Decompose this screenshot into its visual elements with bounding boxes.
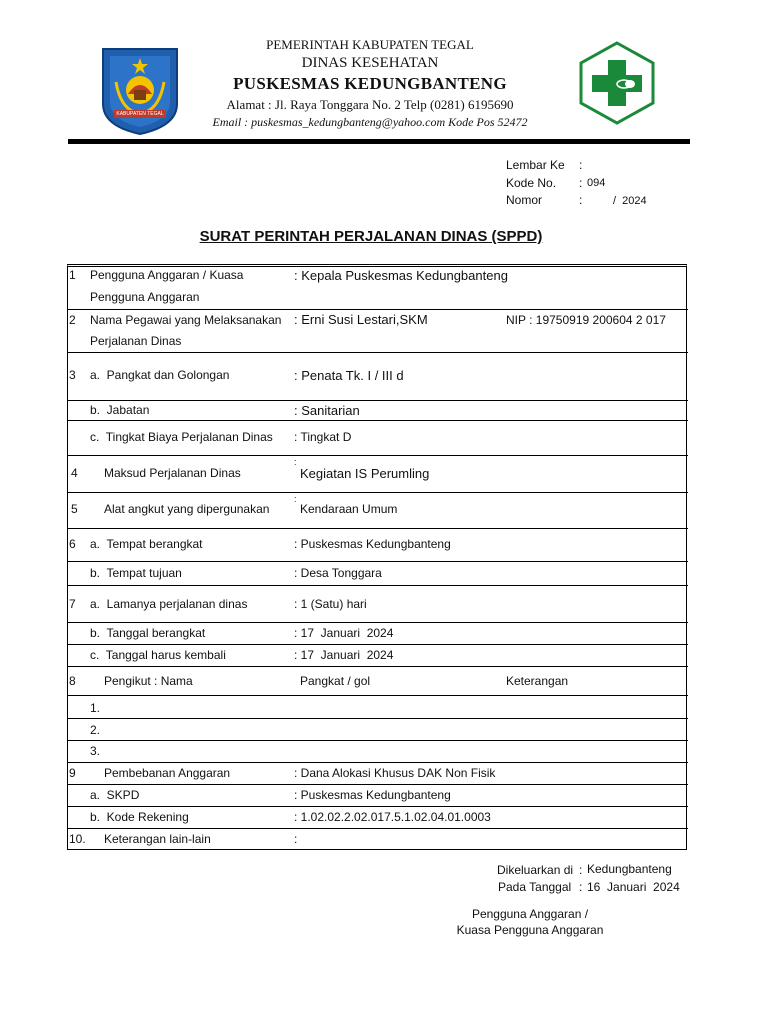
document-title: SURAT PERINTAH PERJALANAN DINAS (SPPD) bbox=[199, 228, 543, 245]
row-number: 10. bbox=[69, 832, 86, 846]
list-item: 2. bbox=[90, 723, 101, 737]
field-value: : Erni Susi Lestari,SKM bbox=[294, 312, 428, 327]
signature-title-line2: Kuasa Pengguna Anggaran bbox=[456, 923, 604, 937]
lembar-sep: : bbox=[579, 158, 583, 172]
field-value: : Sanitarian bbox=[294, 403, 360, 418]
kode-label: Kode No. bbox=[506, 176, 557, 190]
field-value: Kendaraan Umum bbox=[300, 502, 398, 516]
row-divider bbox=[67, 644, 688, 645]
tanggal-value: 16 Januari 2024 bbox=[587, 880, 680, 894]
field-value: : Desa Tonggara bbox=[294, 566, 382, 580]
field-value: : Dana Alokasi Khusus DAK Non Fisik bbox=[294, 766, 496, 780]
row-divider bbox=[67, 762, 688, 763]
nomor-label: Nomor bbox=[506, 193, 543, 207]
field-value: : 17 Januari 2024 bbox=[294, 626, 394, 640]
row-divider bbox=[67, 695, 688, 696]
field-label: b. Jabatan bbox=[90, 403, 150, 417]
row-divider bbox=[67, 420, 688, 421]
row-divider bbox=[67, 718, 688, 719]
puskesmas-logo bbox=[572, 38, 662, 128]
field-value: : 17 Januari 2024 bbox=[294, 648, 394, 662]
field-label: Pengikut : Nama bbox=[104, 674, 193, 688]
tanggal-sep: : bbox=[579, 880, 583, 894]
field-label: Nama Pegawai yang Melaksanakan bbox=[90, 313, 282, 327]
signature-title-line1: Pengguna Anggaran / bbox=[471, 907, 589, 921]
row-number: 1 bbox=[69, 268, 76, 282]
row-divider bbox=[67, 784, 688, 785]
row-divider bbox=[67, 740, 688, 741]
field-value: : 1.02.02.2.02.017.5.1.02.04.01.0003 bbox=[294, 810, 491, 824]
field-label: b. Tempat tujuan bbox=[90, 566, 182, 580]
row-divider bbox=[67, 352, 688, 353]
row-divider bbox=[67, 622, 688, 623]
lembar-label: Lembar Ke bbox=[506, 158, 565, 172]
field-label: a. SKPD bbox=[90, 788, 140, 802]
kabupaten-tegal-logo bbox=[100, 46, 180, 136]
kode-sep: : bbox=[579, 176, 583, 190]
field-value: : Kepala Puskesmas Kedungbanteng bbox=[294, 268, 508, 283]
nip-value: NIP : 19750919 200604 2 017 bbox=[506, 313, 666, 327]
header-line-pemerintah: PEMERINTAH KABUPATEN TEGAL bbox=[266, 37, 474, 52]
field-label: Perjalanan Dinas bbox=[90, 334, 182, 348]
row-divider bbox=[67, 828, 688, 829]
field-label: b. Kode Rekening bbox=[90, 810, 189, 824]
dikeluarkan-value: Kedungbanteng bbox=[587, 862, 672, 876]
header-line-dinas: DINAS KESEHATAN bbox=[301, 55, 439, 71]
row-number: 7 bbox=[69, 597, 76, 611]
header-line-puskesmas: PUSKESMAS KEDUNGBANTENG bbox=[233, 74, 507, 93]
nomor-sep: : bbox=[579, 193, 583, 207]
row-number: 6 bbox=[69, 537, 76, 551]
field-value: : bbox=[294, 832, 298, 846]
row-number: 2 bbox=[69, 313, 76, 327]
list-item: 3. bbox=[90, 744, 101, 758]
row-divider bbox=[67, 455, 688, 456]
field-label: a. Lamanya perjalanan dinas bbox=[90, 597, 248, 611]
field-label: c. Tanggal harus kembali bbox=[90, 648, 226, 662]
row-divider bbox=[67, 309, 688, 310]
tanggal-label: Pada Tanggal bbox=[498, 880, 572, 894]
field-separator: : bbox=[294, 494, 297, 504]
row-divider bbox=[67, 528, 688, 529]
column-header: Pangkat / gol bbox=[300, 674, 371, 688]
field-value: : 1 (Satu) hari bbox=[294, 597, 367, 611]
field-label: a. Tempat berangkat bbox=[90, 537, 203, 551]
field-value: : Puskesmas Kedungbanteng bbox=[294, 537, 451, 551]
field-value: : Puskesmas Kedungbanteng bbox=[294, 788, 451, 802]
field-value: : Penata Tk. I / III d bbox=[294, 368, 404, 383]
header-divider bbox=[68, 139, 690, 144]
field-value: Kegiatan IS Perumling bbox=[300, 466, 430, 481]
dikeluarkan-sep: : bbox=[579, 863, 583, 877]
header-address: Alamat : Jl. Raya Tonggara No. 2 Telp (0281) 6195690 bbox=[226, 97, 514, 112]
kode-value: 094 bbox=[587, 177, 606, 189]
row-divider bbox=[67, 585, 688, 586]
row-number: 3 bbox=[69, 368, 76, 382]
row-divider bbox=[67, 400, 688, 401]
field-label: a. Pangkat dan Golongan bbox=[90, 368, 230, 382]
field-label: b. Tanggal berangkat bbox=[90, 626, 206, 640]
row-number: 4 bbox=[71, 466, 78, 480]
row-number: 8 bbox=[69, 674, 76, 688]
row-divider bbox=[67, 806, 688, 807]
field-label: c. Tingkat Biaya Perjalanan Dinas bbox=[90, 430, 273, 444]
list-item: 1. bbox=[90, 701, 101, 715]
field-label: Maksud Perjalanan Dinas bbox=[104, 466, 241, 480]
field-value: : Tingkat D bbox=[294, 430, 352, 444]
field-separator: : bbox=[294, 457, 297, 467]
row-divider bbox=[67, 492, 688, 493]
nomor-value: / 2024 bbox=[613, 195, 647, 207]
field-label: Pengguna Anggaran bbox=[90, 290, 200, 304]
row-number: 9 bbox=[69, 766, 76, 780]
column-header: Keterangan bbox=[506, 674, 569, 688]
row-divider bbox=[67, 666, 688, 667]
field-label: Keterangan lain-lain bbox=[104, 832, 211, 846]
field-label: Pengguna Anggaran / Kuasa bbox=[90, 268, 244, 282]
field-label: Pembebanan Anggaran bbox=[104, 766, 231, 780]
header-email: Email : puskesmas_kedungbanteng@yahoo.com Kode Pos 52472 bbox=[212, 115, 528, 129]
row-number: 5 bbox=[71, 502, 78, 516]
row-divider bbox=[67, 561, 688, 562]
dikeluarkan-label: Dikeluarkan di bbox=[497, 863, 574, 877]
logo-lettering: KABUPATEN TEGAL bbox=[116, 111, 164, 117]
field-label: Alat angkut yang dipergunakan bbox=[104, 502, 270, 516]
